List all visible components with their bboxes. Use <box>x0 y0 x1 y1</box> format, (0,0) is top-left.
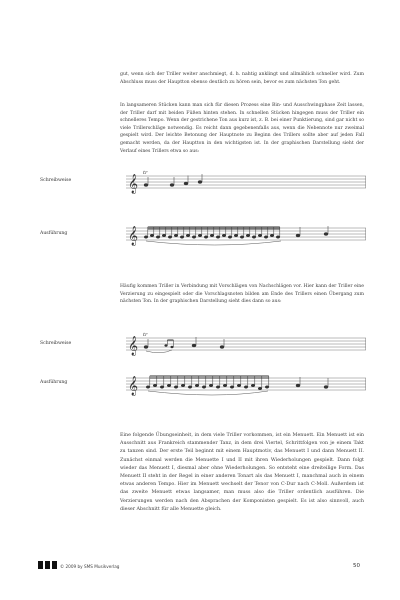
treble-clef-icon: 𝄞 <box>128 336 139 356</box>
paragraph-third: Häufig kommen Triller in Verbindung mit Vorschlägen von Nachschlägen vor. Hier kann der Triller eine Verzierung zu eingespielt oder die Vorschlagsnoten bilden am Ende des Trillers einen Übergang zum nächsten Ton. In der graphischen Darstellung sieht dies dann so aus: <box>120 284 364 305</box>
label-schreibweise-2: Schreibweise <box>40 341 72 346</box>
paragraph-second: In langsameren Stücken kann man sich für diesen Prozess eine Bin- und Ausschwingphase Zeit lassen, der Triller darf mit beiden Füßen hinten stehen. In schnellen Stücken hingegen muss der Triller ein schnelleres Tempo. Wenn der gestrichene Ton aus kurz ist, z. B. bei einer Punktierung, sind gar nicht so viele Trillerschläge notwendig. Es reicht dann gegebenenfalls aus, wenn die Nebennote nur zweimal gespielt wird. Der leichte Betonung der Hauptnote zu Beginn des Trillers sollte aber auf jeden Fall gemacht werden, da der Hauptton in den wichtigsten ist. In der graphischen Darstellung sieht der Verlauf eines Trillers etwa so aus: <box>120 103 364 154</box>
trill-mark: tr <box>143 332 148 338</box>
staff-ausfuehrung-1 <box>126 222 366 248</box>
paragraph-fourth: Eine folgende Übungseinheit, in dem viele Triller vorkommen, ist ein Menuett. Ein Menuett ist ein Ausschnitt aus Frankreich stammender Tanz, in dem drei Viertel, Schrittfolgen von je einem Takt zu tanzen sind. Der erste Teil beginnt mit einem Hauptmotiv, das Menuett I und dann Menuett II. Zunächst einmal werden die Menuette I und II mit ihren Wiederholungen gespielt. Dann folgt wieder das Menuett I, diesmal aber ohne Wiederholungen. So entsteht eine dreiteilige Form. Das Menuett II steht in der Regel in einer anderen Tonart als das Menuett I, manchmal auch in einem etwas anderen Tempo. Hier im Menuett wechselt der Tenor von C-Dur nach C-Moll. Außerdem ist das zweite Menuett etwas langsamer, man muss also die Triller ordentlich ausführen. Die Verzierungen werden nach den Absprachen der Komponisten gespielt. Es ist also sinnvoll, auch dieser Abschnitt für alle Menuette gleich. <box>120 433 364 512</box>
label-ausfuehrung-1: Ausführung <box>40 231 68 236</box>
treble-clef-icon: 𝄞 <box>128 376 139 396</box>
staff-schreibweise-2 <box>126 333 366 355</box>
page-number: 50 <box>353 563 360 569</box>
treble-clef-icon: 𝄞 <box>128 226 139 246</box>
staff-schreibweise-1 <box>126 172 366 194</box>
footer-copyright: © 2009 by SMS Musikverlag <box>60 564 120 569</box>
staff-ausfuehrung-2 <box>126 372 366 398</box>
trill-mark: tr <box>143 170 148 176</box>
treble-clef-icon: 𝄞 <box>128 174 139 194</box>
paragraph-intro: gut, wenn sich der Triller weiter anschmiegt, d. h. nahtig anklingt und allmählich schneller wird. Zum Abschluss muss der Hauptton ebenso deutlich zu hören sein, bevor es zum nächsten Ton geht. <box>120 72 364 85</box>
publisher-logo-icon <box>38 561 58 569</box>
label-schreibweise-1: Schreibweise <box>40 178 72 183</box>
label-ausfuehrung-2: Ausführung <box>40 380 68 385</box>
